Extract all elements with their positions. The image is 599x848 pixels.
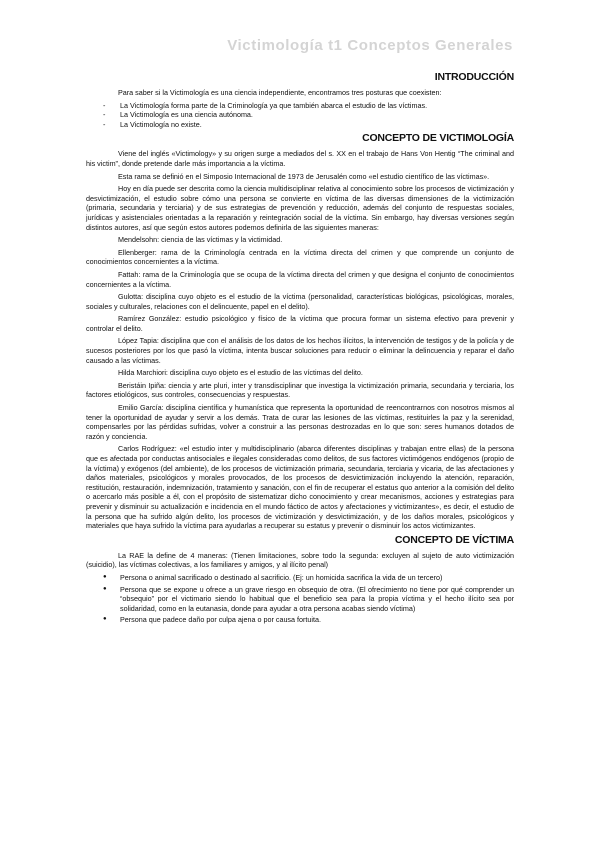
intro-postures-list xyxy=(86,101,514,130)
section-heading-concepto-victima: CONCEPTO DE VÍCTIMA xyxy=(394,533,514,546)
author-name: Ramírez González: xyxy=(118,314,182,324)
author-text: «el estudio inter y multidisciplinario (abarca diferentes disciplinas y trabajan entre ellas) de la persona que es afectada por conductas antisociales e ilegales consideradas como delitos, de sus factores victimógenos endógenos (propio de la víctima) y exógenos (del ambiente), de los procesos de victimización primaria, secundaria, terciaria y vicaria, de las afectaciones y daños materiales, psicológicos y morales provocados, de los procesos de desvictimización incluyendo la atención, reparación, restitución, restauración, indemnización, tratamiento y sanación, con el fin de recuperar el estatus quo anterior a la comisión del delito o acercarlo más posible a él, con el propósito de sistematizar dicho conocimiento y crear mecanismos, acciones y estrategias para prevenir y disminuir su actualización e incidencia en el mundo fáctico de actos y afectaciones y victimizantes», es decir, el estudio de la persona que ha sufrido algún delito, los procesos de victimización y desvictimización, y de los daños morales, psicológicos y materiales que haya sufrido la víctima para ayudarlas a recuperar su estatus y prevenir o disminuir los actos victimizantes. xyxy=(86,444,514,531)
author-text: rama de la Criminología centrada en la víctima directa del crimen y que comprende un conjunto de conocimientos concernientes a la víctima. xyxy=(86,247,514,267)
author-name: Beristáin Ipiña: xyxy=(118,380,166,390)
author-text: ciencia y arte pluri, inter y transdisciplinar que investiga la victimización primaria, secundaria y terciaria, los factores etiológicos, sus controles, consecuencias y respuestas. xyxy=(86,380,514,400)
author-text: disciplina que con el análisis de los datos de los hechos ilícitos, la intervención de testigos y de la policía y de sucesos posteriores por los que pasó la víctima, intenta buscar soluciones para reducir o eliminar la delincuencia y reparar el daño causado a las víctimas. xyxy=(86,336,514,365)
list-item: - La Victimología forma parte de la Criminología ya que también abarca el estudio de las víctimas. xyxy=(86,101,514,111)
section-heading-introduccion: INTRODUCCIÓN xyxy=(434,71,514,83)
author-definition xyxy=(86,270,514,289)
author-text: estudio psicológico y físico de la víctima que procura formar un sistema efectivo para prevenir y controlar el delito. xyxy=(86,314,515,333)
author-definition xyxy=(86,248,514,267)
list-item: - La Victimología no existe. xyxy=(86,120,514,130)
list-item: ● Persona o animal sacrificado o destinado al sacrificio. (Ej: un homicida sacrifica la vida de un tercero) xyxy=(86,573,514,583)
author-name: Ellenberger: xyxy=(118,247,157,257)
author-definition xyxy=(86,403,514,441)
author-name: Fattah: xyxy=(118,269,141,279)
author-name: Carlos Rodríguez: xyxy=(118,444,177,454)
paragraph: Hoy en día puede ser descrita como la ciencia multidisciplinar relativa al conocimiento sobre los procesos de victimización y desvictimización, el estudio sobre cómo una persona se convierte en víctima de las diversas dimensiones de la victimización (primaria, secundaria y terciaria) y de sus estrategias de prevención y reducción, además del conjunto de respuestas sociales, jurídicas y asistenciales orientadas a la reparación y reintegración social de la víctima. Sin embargo, hay diversas versiones según distintos autores, así que según estos autores podemos definirla de las siguientes maneras: xyxy=(86,184,514,232)
author-text: rama de la Criminología que se ocupa de la víctima directa del crimen y que designa el conjunto de conocimientos concernientes a la víctima. xyxy=(86,269,514,289)
author-definition xyxy=(86,314,514,333)
author-name: Gulotta: xyxy=(118,292,144,302)
page-header-title: Victimología t1 Conceptos Generales xyxy=(227,37,513,54)
author-definition xyxy=(86,292,514,311)
author-definition xyxy=(86,444,514,530)
author-text: disciplina cuyo objeto es el estudio de la víctima (personalidad, características biológicas, psicológicas, morales, sociales y culturales, relaciones con el delincuente, papel en el delito). xyxy=(86,292,514,311)
intro-lead-paragraph: Para saber si la Victimología es una ciencia independiente, encontramos tres posturas que coexisten: xyxy=(118,88,442,97)
author-text: ciencia de las víctimas y la victimidad. xyxy=(159,235,283,245)
author-text: disciplina científica y humanística que representa la oportunidad de reencontrarnos con nosotros mismos al tener la oportunidad de ayudar y servir a los demás. Trata de curar las lesiones de las víctimas, restituirles la paz y la serenidad, compensarles por las pérdidas sufridas, volver a construir a las personas destrozadas en lo que son: seres humanos dotados de razón y conciencia. xyxy=(86,403,514,441)
section-heading-concepto-victimologia: CONCEPTO DE VICTIMOLOGÍA xyxy=(362,132,514,145)
author-name: Emilio García: xyxy=(118,403,164,413)
list-item: ● Persona que padece daño por culpa ajena o por causa fortuita. xyxy=(86,615,514,625)
author-text: disciplina cuyo objeto es el estudio de las víctimas del delito. xyxy=(167,368,363,378)
paragraph: Esta rama se definió en el Simposio Internacional de 1973 de Jerusalén como «el estudio científico de las víctimas». xyxy=(118,171,490,181)
list-item: ● Persona que se expone u ofrece a un grave riesgo en obsequio de otra. (El ofrecimiento no tiene por qué comprender un “obsequio” por el victimario siendo lo habitual que el beneficio sea para la propia víctima y el hecho ilícito sea por solidaridad, como en la eutanasia, donde para ayudar a otra persona acabas siendo víctima) xyxy=(86,585,514,614)
victima-lead-paragraph: La RAE la define de 4 maneras: (Tienen limitaciones, sobre todo la segunda: excluyen al sujeto de auto victimización (suicidio), las víctimas colectivas, a los familiares y amigos, y al ilícito penal) xyxy=(86,550,514,570)
author-name: López Tapia: xyxy=(118,336,159,346)
author-name: Mendelsohn: xyxy=(118,235,160,245)
author-definition xyxy=(86,336,514,365)
author-name: Hilda Marchiori: xyxy=(118,368,168,378)
author-definition xyxy=(86,235,514,245)
victima-definitions-list xyxy=(86,573,514,625)
list-item: - La Victimología es una ciencia autónoma. xyxy=(86,110,514,120)
author-definition xyxy=(86,368,514,378)
document-body xyxy=(86,68,514,627)
paragraph: Viene del inglés «Victimology» y su origen surge a mediados del s. XX en el trabajo de Hans Von Hentig “The criminal and his victim”, donde pretende darle más importancia a la víctima. xyxy=(86,149,514,168)
author-definition xyxy=(86,381,514,400)
